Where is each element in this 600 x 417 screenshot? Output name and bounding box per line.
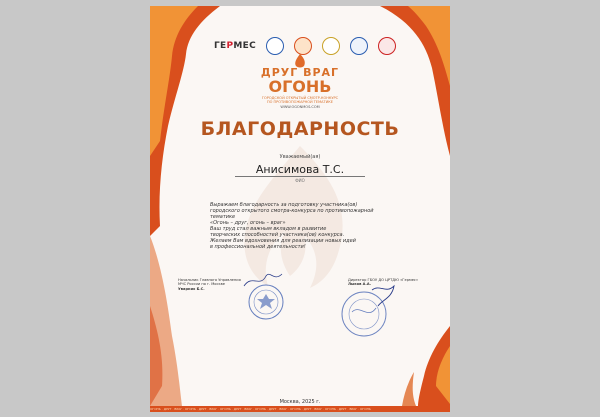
contest-emblem — [150, 68, 450, 109]
recipient-name: Анисимова Т.С. — [255, 163, 345, 176]
text-line: городского открытого смотра-конкурса по противопожарной тематике — [210, 208, 374, 220]
text-line: Желаем Вам вдохновения для реализации новых идей — [210, 238, 356, 244]
left-position-line1: Начальник Главного Управления — [178, 278, 241, 282]
certificate-text — [210, 202, 390, 250]
name-caption: ФИО — [295, 178, 305, 183]
fire-emblem-icon — [294, 37, 312, 55]
left-signature-block — [178, 278, 248, 291]
contest-title-line2: ОГОНЬ — [268, 77, 332, 96]
coat-of-arms-icon — [266, 37, 284, 55]
text-line: в профессиональной деятельности! — [210, 244, 306, 250]
left-position-line2: МЧС России по г. Москве — [178, 282, 225, 287]
contest-title-line1: ДРУГ ВРАГ — [260, 66, 340, 79]
shield-emblem-icon — [378, 37, 396, 55]
contest-subtitle-2: ПО ПРОТИВОПОЖАРНОЙ ТЕМАТИКЕ — [267, 100, 333, 104]
name-underline — [235, 176, 365, 177]
rescue-service-icon — [350, 37, 368, 55]
right-signature-and-seal — [338, 284, 400, 342]
salutation: Уважаемый(ая) — [279, 154, 321, 160]
certificate-page — [150, 6, 450, 412]
footer-band: ОГОНЬ · ДРУГ · ВРАГ · ОГОНЬ · ДРУГ · ВРАГ · ОГОНЬ · ДРУГ · ВРАГ · ОГОНЬ · ДРУГ · ВРАГ · ОГОНЬ · ДРУГ · ВРАГ · ОГОНЬ · ДРУГ · ВРАГ · ОГОНЬ — [150, 406, 450, 412]
hermes-logo: ГЕРМЕС — [214, 41, 256, 51]
contest-website: WWW.OGONMOS.COM — [280, 105, 320, 109]
partner-logos-row — [214, 36, 442, 56]
left-signer-name: Уварких Б.С. — [178, 286, 205, 291]
emergency-ministry-icon — [322, 37, 340, 55]
text-line: «Огонь – друг, огонь – враг» — [210, 220, 286, 226]
city-and-date: Москва, 2025 г. — [279, 399, 321, 405]
right-position: Директор ГБОУ ДО ЦРТДЮ «Гермес» — [348, 278, 419, 282]
text-line: Выражаем благодарность за подготовку участника(ов) — [210, 202, 358, 208]
text-line: Ваш труд стал важным вкладом в развитие — [210, 226, 327, 232]
certificate-title: БЛАГОДАРНОСТЬ — [200, 118, 400, 140]
right-signer-name: Лыков А.А. — [348, 282, 371, 287]
contest-subtitle-1: ГОРОДСКОЙ ОТКРЫТЫЙ СМОТР-КОНКУРС — [261, 96, 339, 100]
text-line: творческих способностей участника(ов) конкурса. — [210, 232, 345, 238]
left-signature-and-seal — [242, 268, 292, 322]
